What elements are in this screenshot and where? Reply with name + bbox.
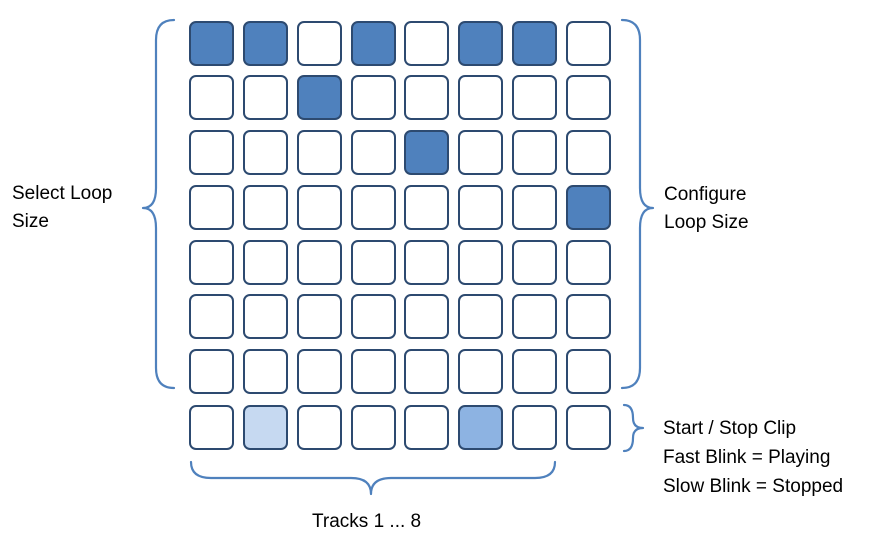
pad-r2-c6[interactable]	[458, 75, 503, 120]
pad-r2-c8[interactable]	[566, 75, 611, 120]
pad-r4-c7[interactable]	[512, 185, 557, 230]
pad-r4-c8[interactable]	[566, 185, 611, 230]
pad-r8-c6[interactable]	[458, 405, 503, 450]
pad-r6-c2[interactable]	[243, 294, 288, 339]
pad-r2-c1[interactable]	[189, 75, 234, 120]
select-loop-line-1: Select Loop	[12, 183, 113, 204]
pad-r8-c4[interactable]	[351, 405, 396, 450]
tracks-bracket	[191, 462, 555, 494]
bottom-row-bracket	[624, 405, 643, 451]
pad-r3-c4[interactable]	[351, 130, 396, 175]
pad-r2-c5[interactable]	[404, 75, 449, 120]
pad-r8-c8[interactable]	[566, 405, 611, 450]
start-stop-line-2: Fast Blink = Playing	[663, 447, 831, 468]
pad-r1-c1[interactable]	[189, 21, 234, 66]
pad-r8-c1[interactable]	[189, 405, 234, 450]
pad-r3-c7[interactable]	[512, 130, 557, 175]
pad-r2-c3[interactable]	[297, 75, 342, 120]
pad-r1-c8[interactable]	[566, 21, 611, 66]
pad-r7-c3[interactable]	[297, 349, 342, 394]
pad-r5-c3[interactable]	[297, 240, 342, 285]
pad-r6-c3[interactable]	[297, 294, 342, 339]
left-bracket	[143, 20, 174, 388]
pad-r4-c1[interactable]	[189, 185, 234, 230]
configure-loop-line-2: Loop Size	[664, 212, 749, 233]
pad-r7-c7[interactable]	[512, 349, 557, 394]
start-stop-line-3: Slow Blink = Stopped	[663, 476, 844, 497]
tracks-label: Tracks 1 ... 8	[312, 511, 422, 532]
pad-r2-c4[interactable]	[351, 75, 396, 120]
pad-r4-c2[interactable]	[243, 185, 288, 230]
pad-r3-c5[interactable]	[404, 130, 449, 175]
pad-r7-c1[interactable]	[189, 349, 234, 394]
pad-r1-c6[interactable]	[458, 21, 503, 66]
right-bracket	[622, 20, 653, 388]
pad-r4-c5[interactable]	[404, 185, 449, 230]
pad-r4-c4[interactable]	[351, 185, 396, 230]
pad-r1-c5[interactable]	[404, 21, 449, 66]
pad-r1-c4[interactable]	[351, 21, 396, 66]
pad-r5-c2[interactable]	[243, 240, 288, 285]
pad-r4-c3[interactable]	[297, 185, 342, 230]
pad-r5-c1[interactable]	[189, 240, 234, 285]
pad-r7-c4[interactable]	[351, 349, 396, 394]
pad-r5-c4[interactable]	[351, 240, 396, 285]
select-loop-line-2: Size	[12, 211, 49, 232]
pad-r6-c5[interactable]	[404, 294, 449, 339]
pad-r3-c6[interactable]	[458, 130, 503, 175]
pad-r5-c6[interactable]	[458, 240, 503, 285]
pad-r7-c5[interactable]	[404, 349, 449, 394]
configure-loop-size-label	[664, 181, 749, 237]
configure-loop-line-1: Configure	[664, 184, 747, 205]
pad-r6-c4[interactable]	[351, 294, 396, 339]
pad-r6-c8[interactable]	[566, 294, 611, 339]
select-loop-size-label	[12, 180, 112, 236]
pad-r3-c2[interactable]	[243, 130, 288, 175]
pad-r2-c2[interactable]	[243, 75, 288, 120]
pad-r8-c7[interactable]	[512, 405, 557, 450]
pad-r8-c5[interactable]	[404, 405, 449, 450]
pad-r6-c1[interactable]	[189, 294, 234, 339]
pad-r7-c8[interactable]	[566, 349, 611, 394]
start-stop-clip-label	[663, 414, 843, 501]
pad-r6-c6[interactable]	[458, 294, 503, 339]
pad-r5-c7[interactable]	[512, 240, 557, 285]
pad-r1-c7[interactable]	[512, 21, 557, 66]
start-stop-line-1: Start / Stop Clip	[663, 418, 797, 439]
pad-r5-c8[interactable]	[566, 240, 611, 285]
pad-r4-c6[interactable]	[458, 185, 503, 230]
pad-r6-c7[interactable]	[512, 294, 557, 339]
pad-r1-c2[interactable]	[243, 21, 288, 66]
pad-r2-c7[interactable]	[512, 75, 557, 120]
pad-r7-c2[interactable]	[243, 349, 288, 394]
pad-r3-c8[interactable]	[566, 130, 611, 175]
pad-r8-c2[interactable]	[243, 405, 288, 450]
pad-r3-c1[interactable]	[189, 130, 234, 175]
pad-r8-c3[interactable]	[297, 405, 342, 450]
pad-r1-c3[interactable]	[297, 21, 342, 66]
pad-r3-c3[interactable]	[297, 130, 342, 175]
pad-r5-c5[interactable]	[404, 240, 449, 285]
pad-r7-c6[interactable]	[458, 349, 503, 394]
